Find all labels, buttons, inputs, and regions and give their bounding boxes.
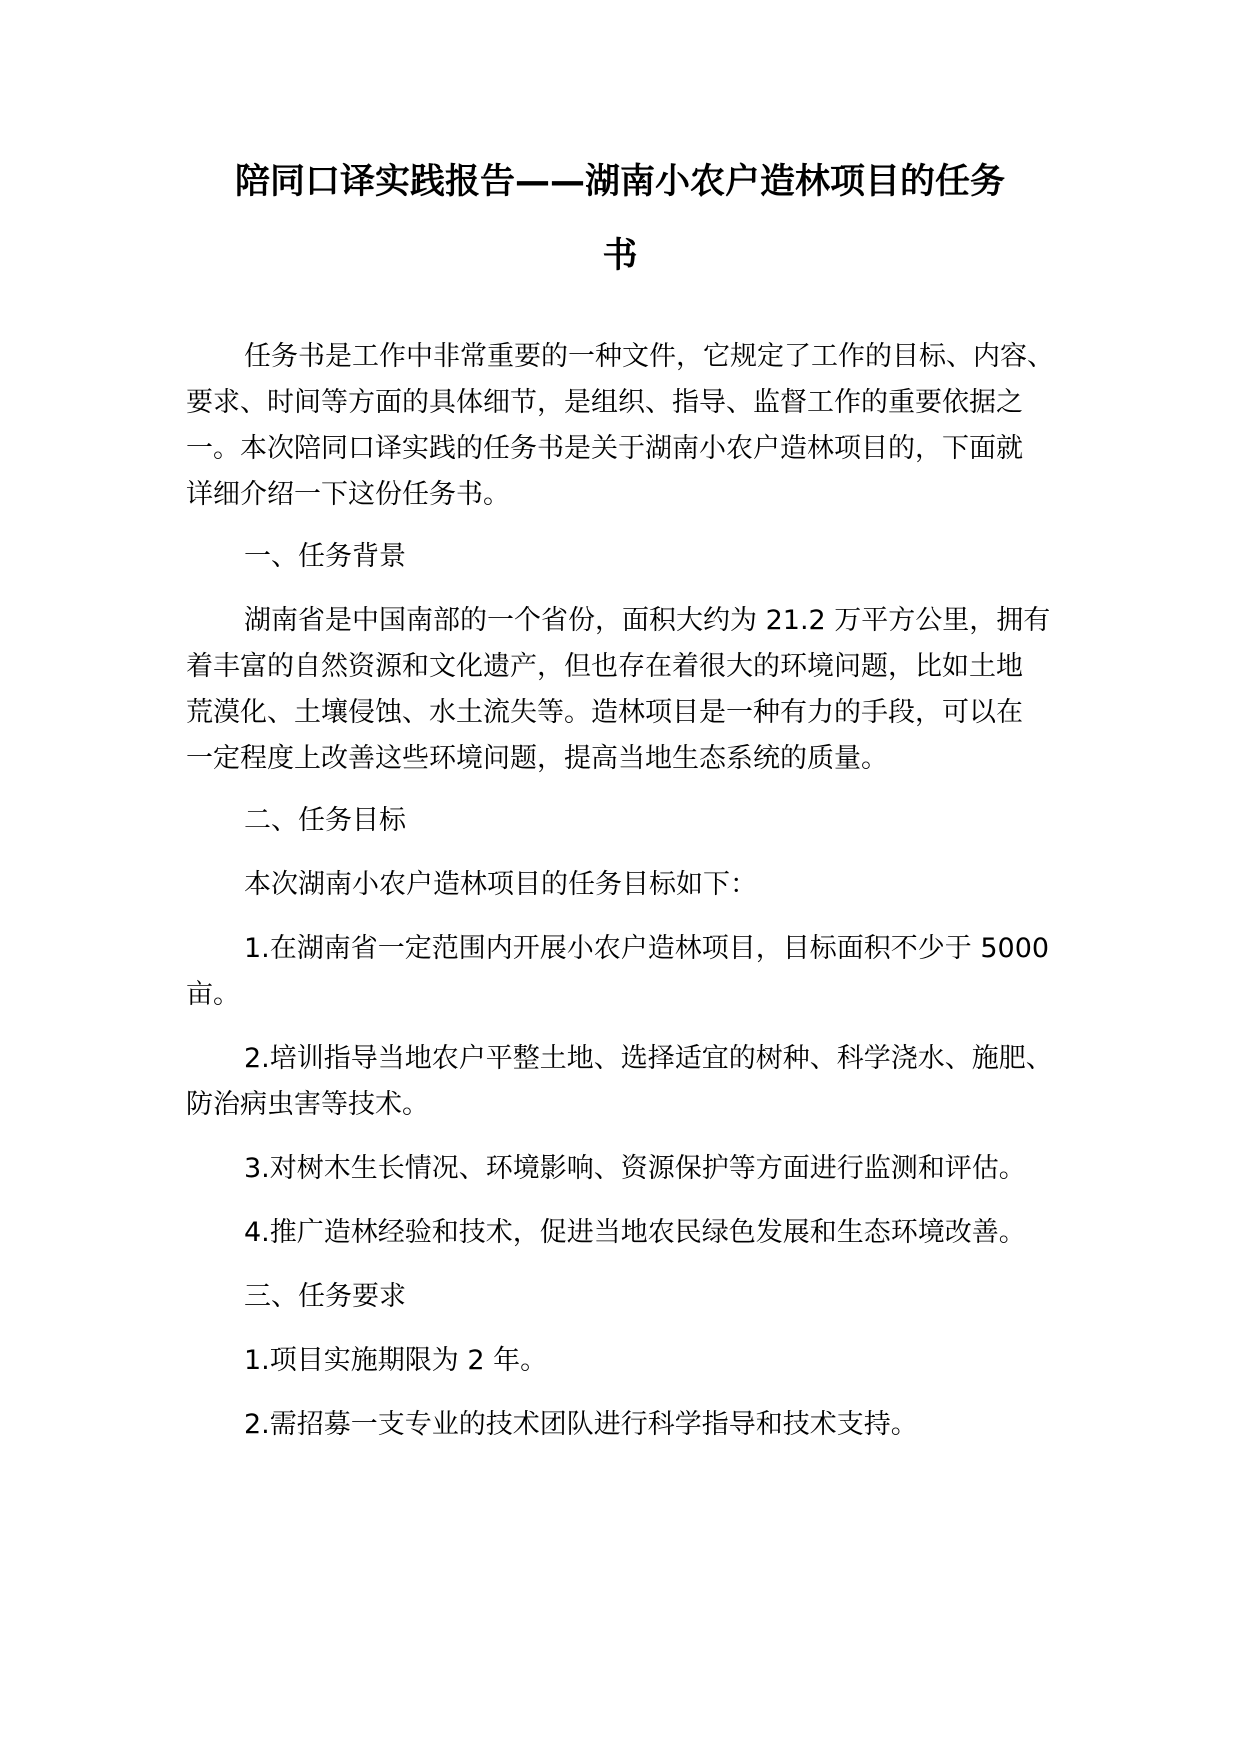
requirement-1: 1.项目实施期限为 2 年。 [244, 1345, 548, 1376]
intro-line-1: 任务书是工作中非常重要的一种文件，它规定了工作的目标、内容、 [244, 341, 1054, 372]
goal-1-line-2: 亩。 [186, 979, 240, 1010]
document-title-line-2: 书 [602, 236, 638, 276]
section-heading-goals: 二、任务目标 [244, 805, 406, 836]
intro-line-3: 一。本次陪同口译实践的任务书是关于湖南小农户造林项目的，下面就 [186, 433, 1023, 464]
goal-4: 4.推广造林经验和技术，促进当地农民绿色发展和生态环境改善。 [244, 1217, 1026, 1248]
background-line-4: 一定程度上改善这些环境问题，提高当地生态系统的质量。 [186, 743, 888, 774]
goals-intro: 本次湖南小农户造林项目的任务目标如下： [244, 869, 757, 900]
goal-2-line-2: 防治病虫害等技术。 [186, 1089, 429, 1120]
background-line-2: 着丰富的自然资源和文化遗产，但也存在着很大的环境问题，比如土地 [186, 651, 1023, 682]
requirement-2: 2.需招募一支专业的技术团队进行科学指导和技术支持。 [244, 1409, 918, 1440]
goal-1-line-1: 1.在湖南省一定范围内开展小农户造林项目，目标面积不少于 5000 [244, 933, 1050, 964]
section-heading-requirements: 三、任务要求 [244, 1281, 406, 1312]
intro-line-2: 要求、时间等方面的具体细节，是组织、指导、监督工作的重要依据之 [186, 387, 1023, 418]
background-line-1: 湖南省是中国南部的一个省份，面积大约为 21.2 万平方公里，拥有 [244, 605, 1051, 636]
section-heading-background: 一、任务背景 [244, 541, 406, 572]
goal-3: 3.对树木生长情况、环境影响、资源保护等方面进行监测和评估。 [244, 1153, 1026, 1184]
goal-2-line-1: 2.培训指导当地农户平整土地、选择适宜的树种、科学浇水、施肥、 [244, 1043, 1053, 1074]
document-title-line-1: 陪同口译实践报告——湖南小农户造林项目的任务 [234, 162, 1005, 202]
background-line-3: 荒漠化、土壤侵蚀、水土流失等。造林项目是一种有力的手段，可以在 [186, 697, 1023, 728]
intro-line-4: 详细介绍一下这份任务书。 [186, 479, 510, 510]
